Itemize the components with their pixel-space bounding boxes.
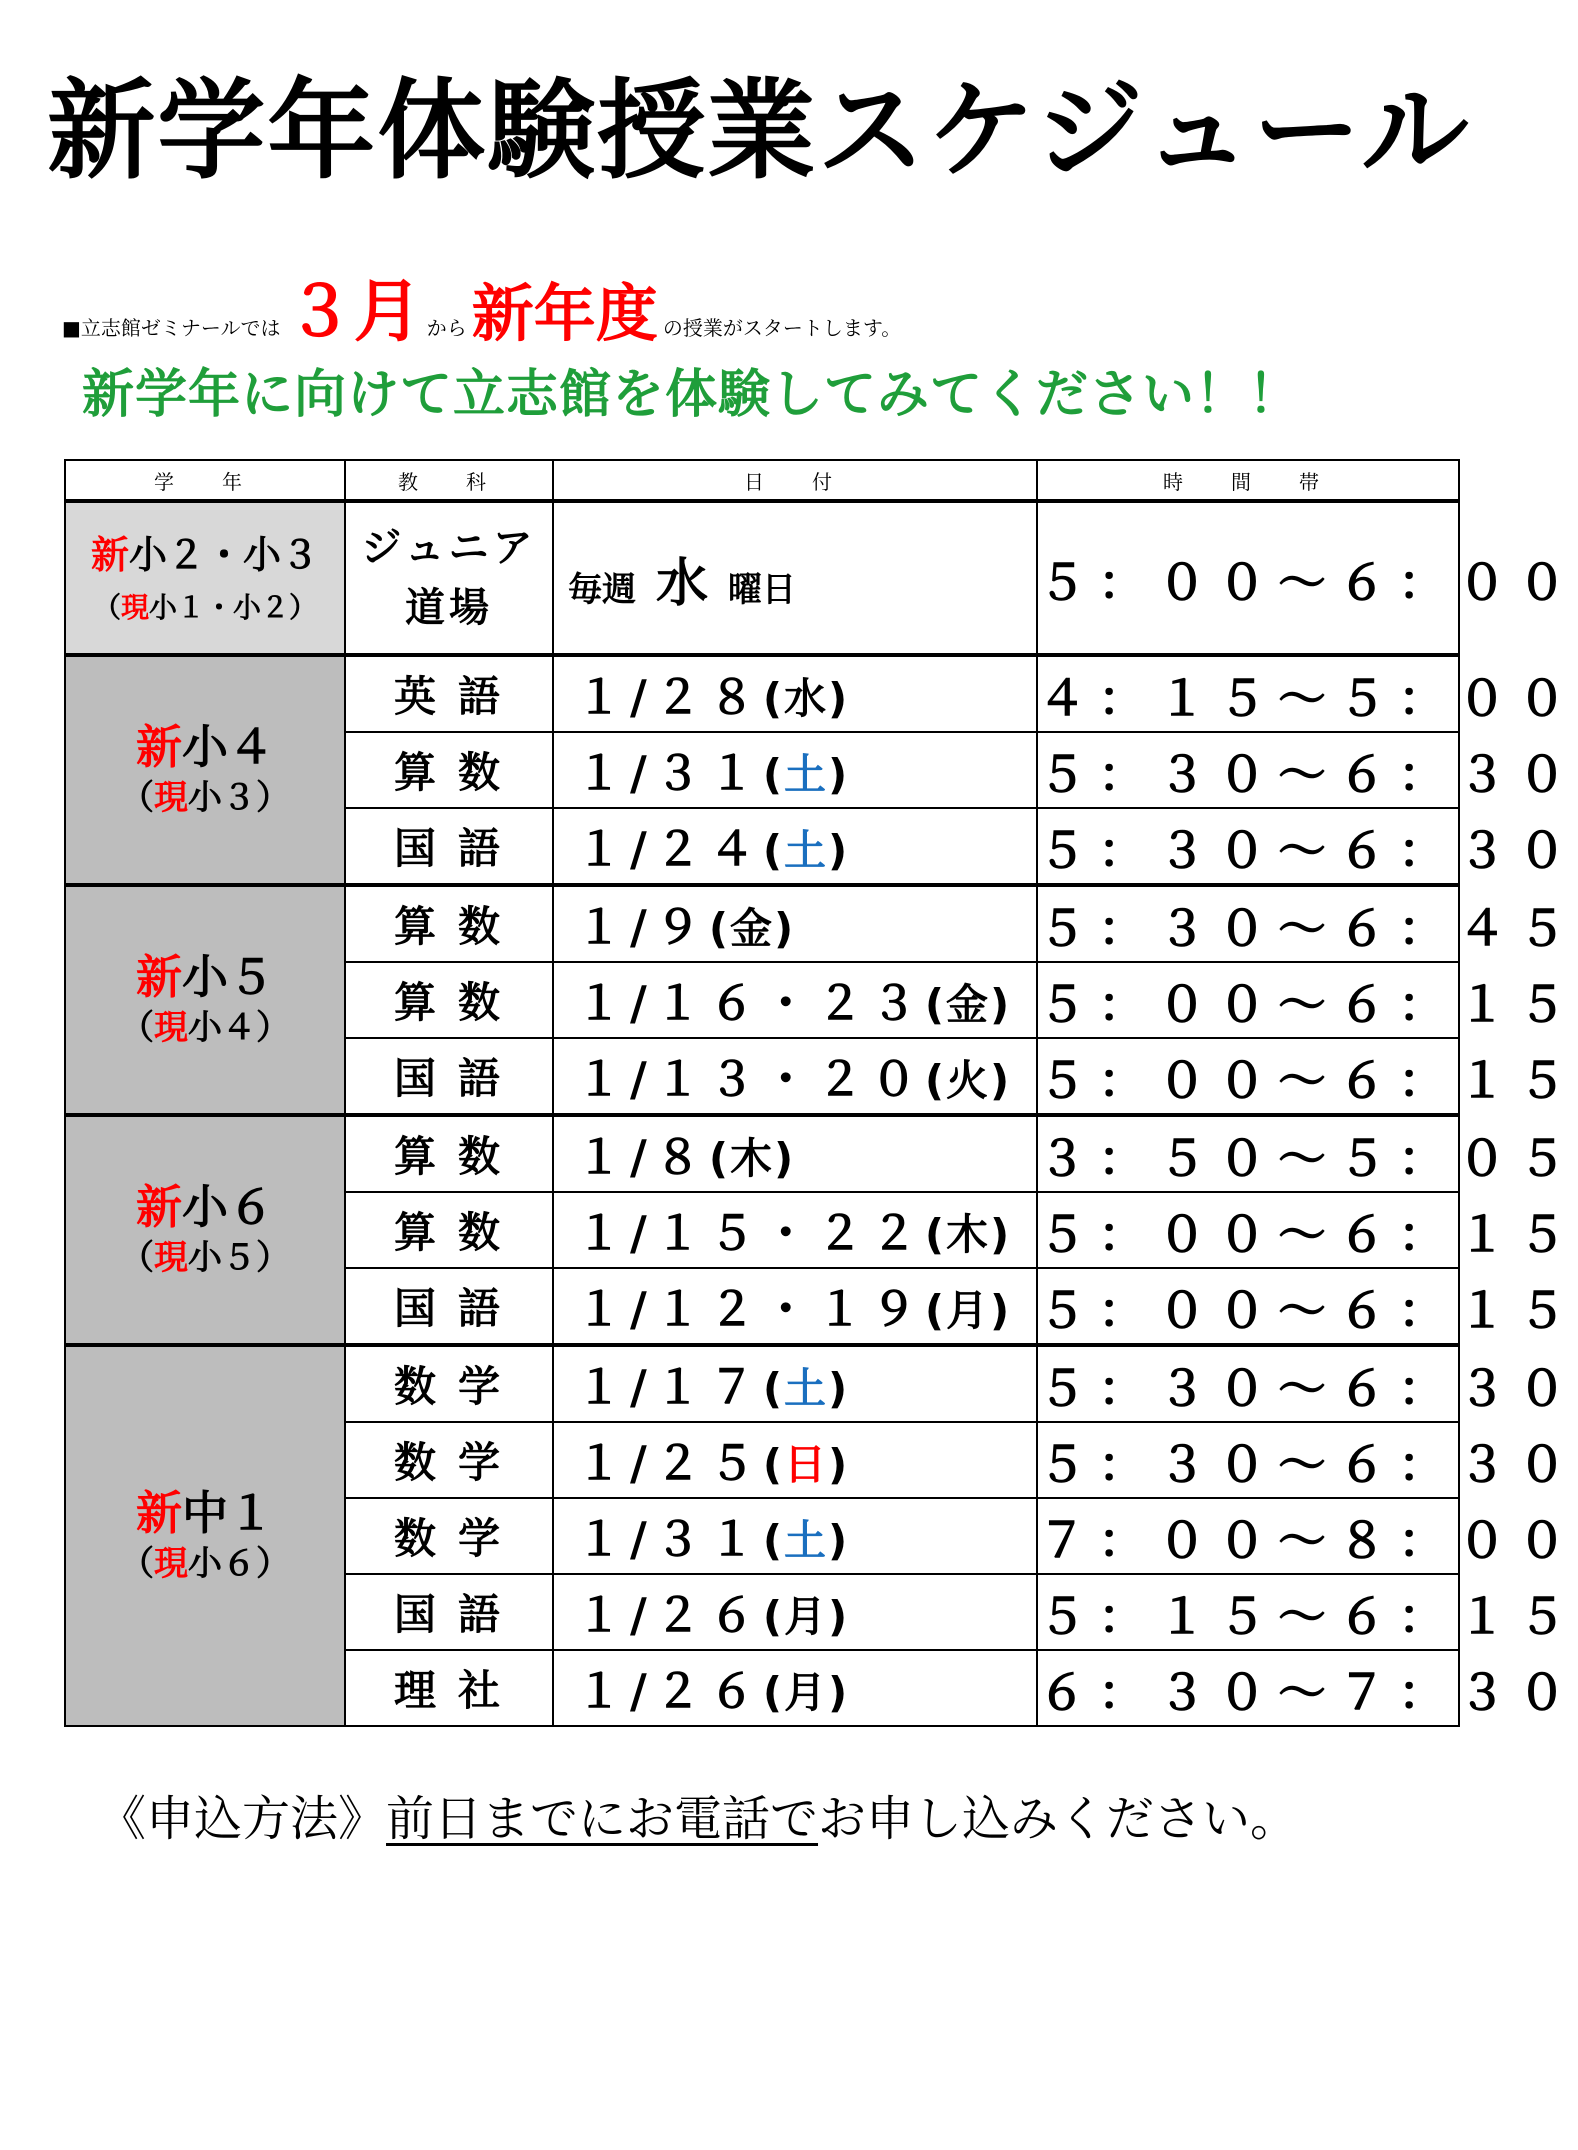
date-cell — [553, 1422, 1037, 1498]
grade-current: （現小４） — [120, 1007, 290, 1048]
grade-new: 新小６ — [136, 1180, 274, 1235]
grade-current: （現小６） — [120, 1543, 290, 1584]
time-cell-junior: ５：００～６：００ — [1037, 501, 1459, 655]
grade-cell-junior — [65, 501, 345, 655]
weekday: (水) — [762, 674, 850, 723]
date-cell — [553, 655, 1037, 732]
intro-suffix: の授業がスタートします。 — [662, 316, 902, 340]
date-value: １/１３・２０ — [576, 1052, 925, 1106]
date-cell — [553, 962, 1037, 1038]
date-value: １/９ — [576, 900, 709, 954]
grade-current: （現小３） — [120, 777, 290, 818]
subject-cell: 理社 — [345, 1650, 553, 1726]
subject-cell: 算数 — [345, 962, 553, 1038]
weekday: (月) — [762, 1592, 850, 1641]
subject-cell: 算数 — [345, 732, 553, 808]
grade-new: 新中１ — [136, 1486, 274, 1541]
time-cell: ５：３０～６：３０ — [1037, 732, 1459, 808]
weekday: (金) — [708, 904, 796, 953]
grade-cell — [65, 655, 345, 885]
footer-underlined: 前日までにお電話で — [386, 1791, 819, 1847]
intro-new-year: 新年度 — [471, 277, 658, 350]
weekday: (金) — [924, 980, 1012, 1029]
subtitle: 新学年に向けて立志館を体験してみてください！！ — [82, 365, 1302, 425]
footer-rest: お申し込みください。 — [818, 1791, 1299, 1847]
subject-cell: 国語 — [345, 808, 553, 885]
table-row — [65, 1115, 1459, 1192]
weekday: (月) — [762, 1668, 850, 1717]
weekday: (木) — [708, 1134, 796, 1183]
date-cell — [553, 1115, 1037, 1192]
grade-cell — [65, 885, 345, 1115]
subject-cell: 算数 — [345, 1192, 553, 1268]
date-cell — [553, 1345, 1037, 1422]
subject-junior-line1: ジュニア — [361, 525, 537, 571]
subject-cell: 算数 — [345, 1115, 553, 1192]
grade-cell — [65, 1115, 345, 1345]
grade-cell — [65, 1345, 345, 1726]
subject-cell: 数学 — [345, 1422, 553, 1498]
date-cell — [553, 1038, 1037, 1115]
date-value: １/２６ — [576, 1664, 763, 1718]
table-row — [65, 885, 1459, 962]
time-cell: ５：３０～６：４５ — [1037, 885, 1459, 962]
subject-junior-line2: 道場 — [405, 585, 493, 631]
table-row — [65, 655, 1459, 732]
weekday: (木) — [924, 1210, 1012, 1259]
weekday: (日) — [762, 1440, 850, 1489]
grade-current: （現小５） — [120, 1237, 290, 1278]
time-cell: ５：００～６：１５ — [1037, 962, 1459, 1038]
date-value: １/８ — [576, 1130, 709, 1184]
date-value: １/１２・１９ — [576, 1282, 925, 1336]
date-cell — [553, 1650, 1037, 1726]
date-value: １/２６ — [576, 1588, 763, 1642]
time-cell: ４：１５～５：００ — [1037, 655, 1459, 732]
subject-cell: 国語 — [345, 1574, 553, 1650]
intro-prefix: ■立志館ゼミナールでは — [62, 316, 281, 340]
weekday: (土) — [762, 1516, 850, 1565]
header-grade: 学 年 — [65, 460, 345, 501]
table-row-junior — [65, 501, 1459, 655]
grade-new: 新小５ — [136, 950, 274, 1005]
grade-current: （現小１・小２） — [92, 591, 318, 624]
date-cell — [553, 1498, 1037, 1574]
weekday: (土) — [762, 1364, 850, 1413]
date-value: １/１６・２３ — [576, 976, 925, 1030]
date-value: １/１５・２２ — [576, 1206, 925, 1260]
date-value: １/３１ — [576, 746, 763, 800]
weekday: (土) — [762, 750, 850, 799]
time-cell: ３：５０～５：０５ — [1037, 1115, 1459, 1192]
date-cell — [553, 1192, 1037, 1268]
subject-cell: 国語 — [345, 1268, 553, 1345]
intro-month: ３月 — [285, 273, 422, 352]
weekday: (月) — [924, 1286, 1012, 1335]
time-cell: ５：３０～６：３０ — [1037, 1345, 1459, 1422]
time-cell: ７：００～８：００ — [1037, 1498, 1459, 1574]
weekday: (火) — [924, 1056, 1012, 1105]
time-cell: ５：００～６：１５ — [1037, 1268, 1459, 1345]
date-cell — [553, 732, 1037, 808]
grade-new: 新小２・小３ — [90, 533, 320, 578]
header-time: 時 間 帯 — [1037, 460, 1459, 501]
intro-line — [62, 258, 902, 352]
time-cell: ５：３０～６：３０ — [1037, 1422, 1459, 1498]
grade-new: 新小４ — [136, 720, 274, 775]
subject-cell-junior — [345, 501, 553, 655]
time-cell: ５：００～６：１５ — [1037, 1192, 1459, 1268]
date-cell — [553, 1574, 1037, 1650]
date-cell — [553, 808, 1037, 885]
date-cell — [553, 1268, 1037, 1345]
intro-from: から — [426, 316, 467, 340]
date-value: １/２８ — [576, 670, 763, 724]
header-subject: 教 科 — [345, 460, 553, 501]
table-header-row — [65, 460, 1459, 501]
date-value: １/３１ — [576, 1512, 763, 1566]
date-cell-junior: 毎週 水 曜日 — [553, 501, 1037, 655]
application-note — [98, 1780, 1298, 1849]
footer-label: 《申込方法》 — [98, 1791, 387, 1847]
date-cell — [553, 885, 1037, 962]
subject-cell: 国語 — [345, 1038, 553, 1115]
date-value: １/２５ — [576, 1436, 763, 1490]
date-value: １/２４ — [576, 822, 763, 876]
subject-cell: 数学 — [345, 1498, 553, 1574]
time-cell: ６：３０～７：３０ — [1037, 1650, 1459, 1726]
subject-cell: 英語 — [345, 655, 553, 732]
schedule-table — [64, 459, 1578, 1727]
subject-cell: 数学 — [345, 1345, 553, 1422]
date-value: １/１７ — [576, 1360, 763, 1414]
time-cell: ５：３０～６：３０ — [1037, 808, 1459, 885]
subject-cell: 算数 — [345, 885, 553, 962]
time-cell: ５：００～６：１５ — [1037, 1038, 1459, 1115]
header-date: 日 付 — [553, 460, 1037, 501]
time-cell: ５：１５～６：１５ — [1037, 1574, 1459, 1650]
page-title: 新学年体験授業スケジュール — [47, 69, 1471, 194]
table-row — [65, 1345, 1459, 1422]
weekday: (土) — [762, 826, 850, 875]
